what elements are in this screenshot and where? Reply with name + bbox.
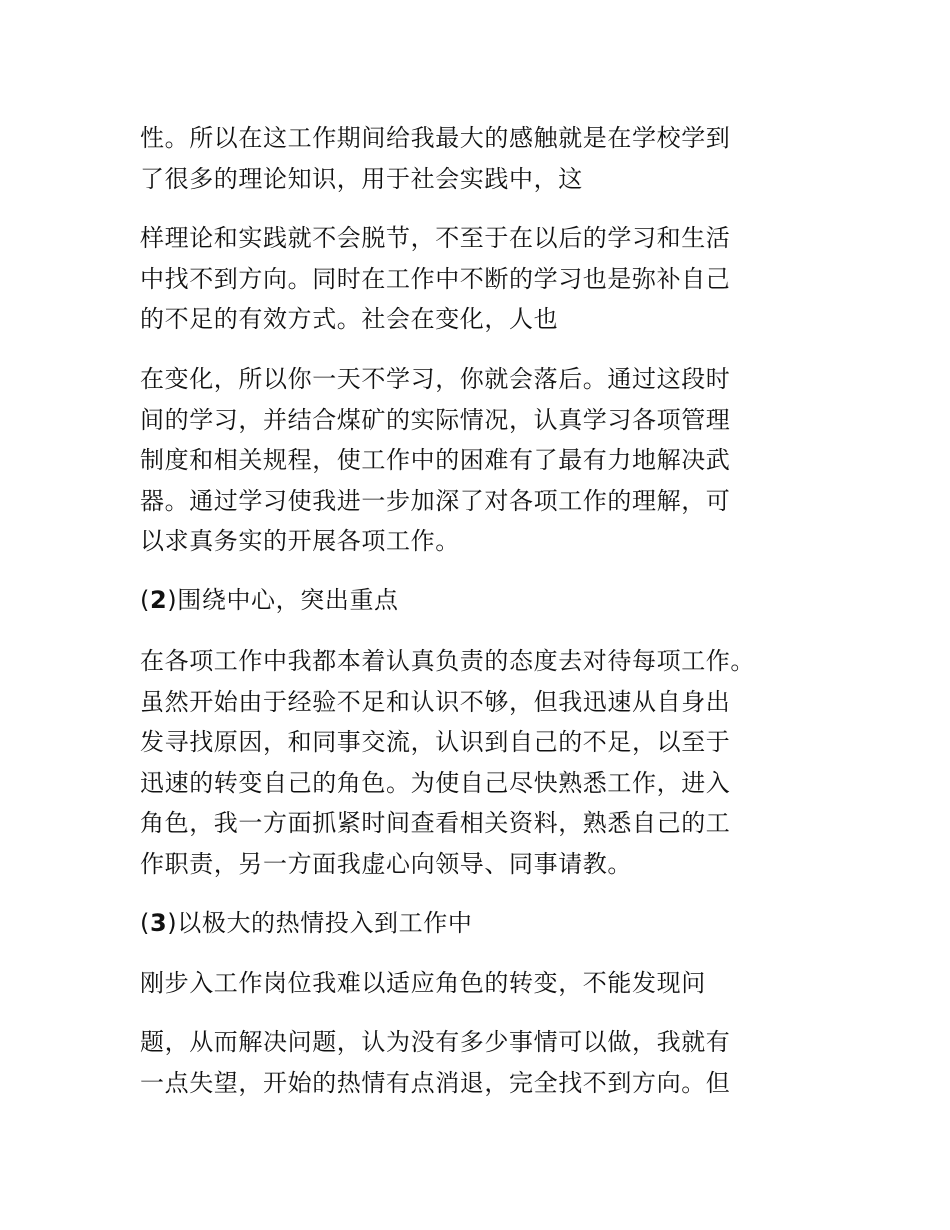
- paragraph-3: [140, 359, 800, 562]
- text-line: 的不足的有效方式。社会在变化，人也: [140, 305, 559, 333]
- heading-number: 3: [149, 909, 168, 937]
- text-line: 迅速的转变自己的角色。为使自己尽快熟悉工作，进入: [140, 768, 731, 797]
- heading-text: 以极大的热情投入到工作中: [177, 909, 473, 937]
- text-line: 一点失望，开始的热情有点消退，完全找不到方向。但: [140, 1068, 731, 1097]
- text-line: 样理论和实践就不会脱节，不至于在以后的学习和生活: [140, 224, 731, 252]
- text-line: 作职责，另一方面我虚心向领导、同事请教。: [140, 849, 632, 878]
- text-line: 器。通过学习使我进一步加深了对各项工作的理解，可: [140, 486, 731, 515]
- text-line: 了很多的理论知识，用于社会实践中，这: [140, 164, 583, 193]
- text-line: 性。所以在这工作期间给我最大的感触就是在学校学到: [140, 124, 731, 152]
- paragraph-1: [140, 118, 800, 199]
- paragraph-4: [140, 641, 800, 884]
- text-line: 发寻找原因，和同事交流，认识到自己的不足，以至于: [140, 728, 731, 756]
- text-line: 间的学习，并结合煤矿的实际情况，认真学习各项管理: [140, 405, 731, 434]
- section-heading-2: [140, 580, 800, 621]
- paragraph-5: [140, 963, 800, 1004]
- text-line: 制度和相关规程，使工作中的困难有了最有力地解决武: [140, 446, 731, 474]
- section-heading-3: [140, 903, 800, 944]
- text-line: 中找不到方向。同时在工作中不断的学习也是弥补自己: [140, 264, 731, 293]
- text-line: 以求真务实的开展各项工作。: [140, 527, 460, 555]
- text-line: 题，从而解决问题，认为没有多少事情可以做，我就有: [140, 1028, 731, 1056]
- text-line: 在各项工作中我都本着认真负责的态度去对待每项工作。: [140, 647, 755, 675]
- text-line: 刚步入工作岗位我难以适应角色的转变，不能发现问: [140, 969, 706, 997]
- heading-line: (3)以极大的热情投入到工作中: [140, 909, 473, 937]
- text-line: 在变化，所以你一天不学习，你就会落后。通过这段时: [140, 365, 731, 393]
- heading-line: (2)围绕中心，突出重点: [140, 586, 399, 614]
- paragraph-6: [140, 1022, 800, 1103]
- paragraph-2: [140, 218, 800, 340]
- heading-text: 围绕中心，突出重点: [177, 586, 399, 614]
- text-line: 虽然开始由于经验不足和认识不够，但我迅速从自身出: [140, 687, 731, 716]
- heading-number: 2: [149, 586, 168, 614]
- text-line: 角色，我一方面抓紧时间查看相关资料，熟悉自己的工: [140, 809, 731, 837]
